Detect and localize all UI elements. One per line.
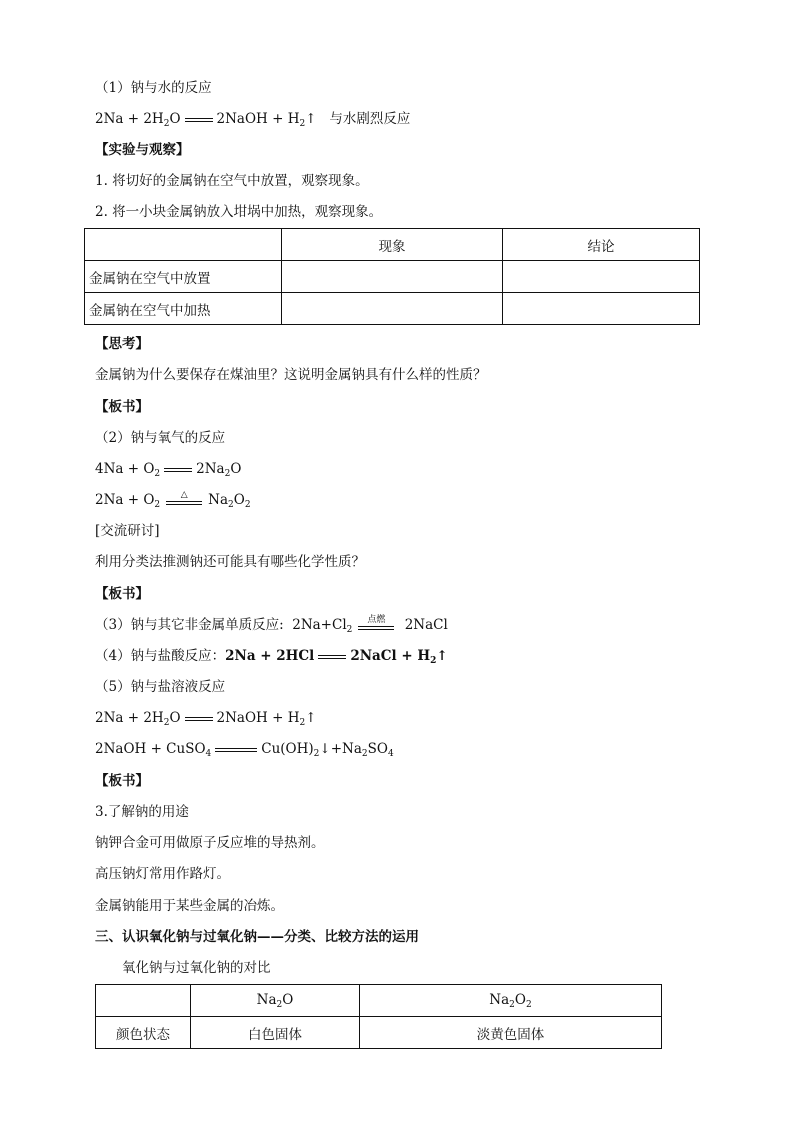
equation-na-water: $2Na + 2H_2O$ 2NaOH + $H_2↑$ 与水剧烈反应 <box>95 111 411 129</box>
table-header-row: 现象 结论 <box>85 229 700 261</box>
equals-sign <box>215 746 257 754</box>
step-2: 2. 将一小块金属钠放入坩埚中加热，观察现象。 <box>95 204 383 220</box>
line-nonmetal-reaction: （3）钠与其它非金属单质反应: $2Na+Cl_2$ 点燃 2NaCl <box>95 614 448 635</box>
line-use-3: 金属钠能用于某些金属的冶炼。 <box>95 898 284 914</box>
line-salt-solution-title: （5）钠与盐溶液反应 <box>95 679 226 695</box>
heading-discussion: [交流研讨] <box>95 523 160 539</box>
equation-naoh-cuso4: 2NaOH + CuSO$_4$ $Cu(OH)_2↓+Na_2SO_4$ <box>95 741 394 759</box>
equals-sign <box>164 466 192 474</box>
equals-sign <box>185 715 213 723</box>
question-classification: 利用分类法推测钠还可能具有哪些化学性质？ <box>95 554 365 570</box>
heading-board-3: 【板书】 <box>95 773 149 789</box>
line-oxygen-reaction-title: （2）钠与氧气的反应 <box>95 430 226 446</box>
heading-board-2: 【板书】 <box>95 586 149 602</box>
heading-thinking: 【思考】 <box>95 336 149 352</box>
observation-table <box>84 228 700 325</box>
section-heading-oxides: 三、认识氧化钠与过氧化钠——分类、比较方法的运用 <box>95 929 419 945</box>
line-hcl-reaction: （4）钠与盐酸反应：2Na + 2HCl 2NaCl + $H_2↑$ <box>95 648 448 666</box>
heat-condition: △ <box>166 492 202 510</box>
heading-experiment: 【实验与观察】 <box>95 142 190 158</box>
step-1: 1. 将切好的金属钠在空气中放置，观察现象。 <box>95 173 369 189</box>
line-uses-title: 3.了解钠的用途 <box>95 804 189 820</box>
equation-na-oxygen-heat: $2Na + O_2$ △ $Na_2O_2$ <box>95 489 251 510</box>
oxide-comparison-table <box>95 984 662 1049</box>
table-header-row: $Na_2O$ $Na_2O_2$ <box>96 985 662 1017</box>
line-water-reaction-title: （1）钠与水的反应 <box>95 80 212 96</box>
question-kerosene: 金属钠为什么要保存在煤油里？这说明金属钠具有什么样的性质？ <box>95 367 487 383</box>
table-row: 金属钠在空气中加热 <box>85 293 700 325</box>
table-row: 颜色状态 白色固体 淡黄色固体 <box>96 1017 662 1049</box>
heading-board-1: 【板书】 <box>95 399 149 415</box>
equation-na-oxygen-room: $4Na + O_2$ $2Na_2O$ <box>95 461 242 479</box>
equals-sign <box>318 653 346 661</box>
equation-na-water-2: $2Na + 2H_2O$ 2NaOH + $H_2↑$ <box>95 710 317 728</box>
line-comparison-title: 氧化钠与过氧化钠的对比 <box>122 960 271 976</box>
line-use-1: 钠钾合金可用做原子反应堆的导热剂。 <box>95 835 325 851</box>
ignite-condition: 点燃 <box>358 617 394 635</box>
line-use-2: 高压钠灯常用作路灯。 <box>95 866 230 882</box>
equals-sign <box>185 116 213 124</box>
table-row: 金属钠在空气中放置 <box>85 261 700 293</box>
